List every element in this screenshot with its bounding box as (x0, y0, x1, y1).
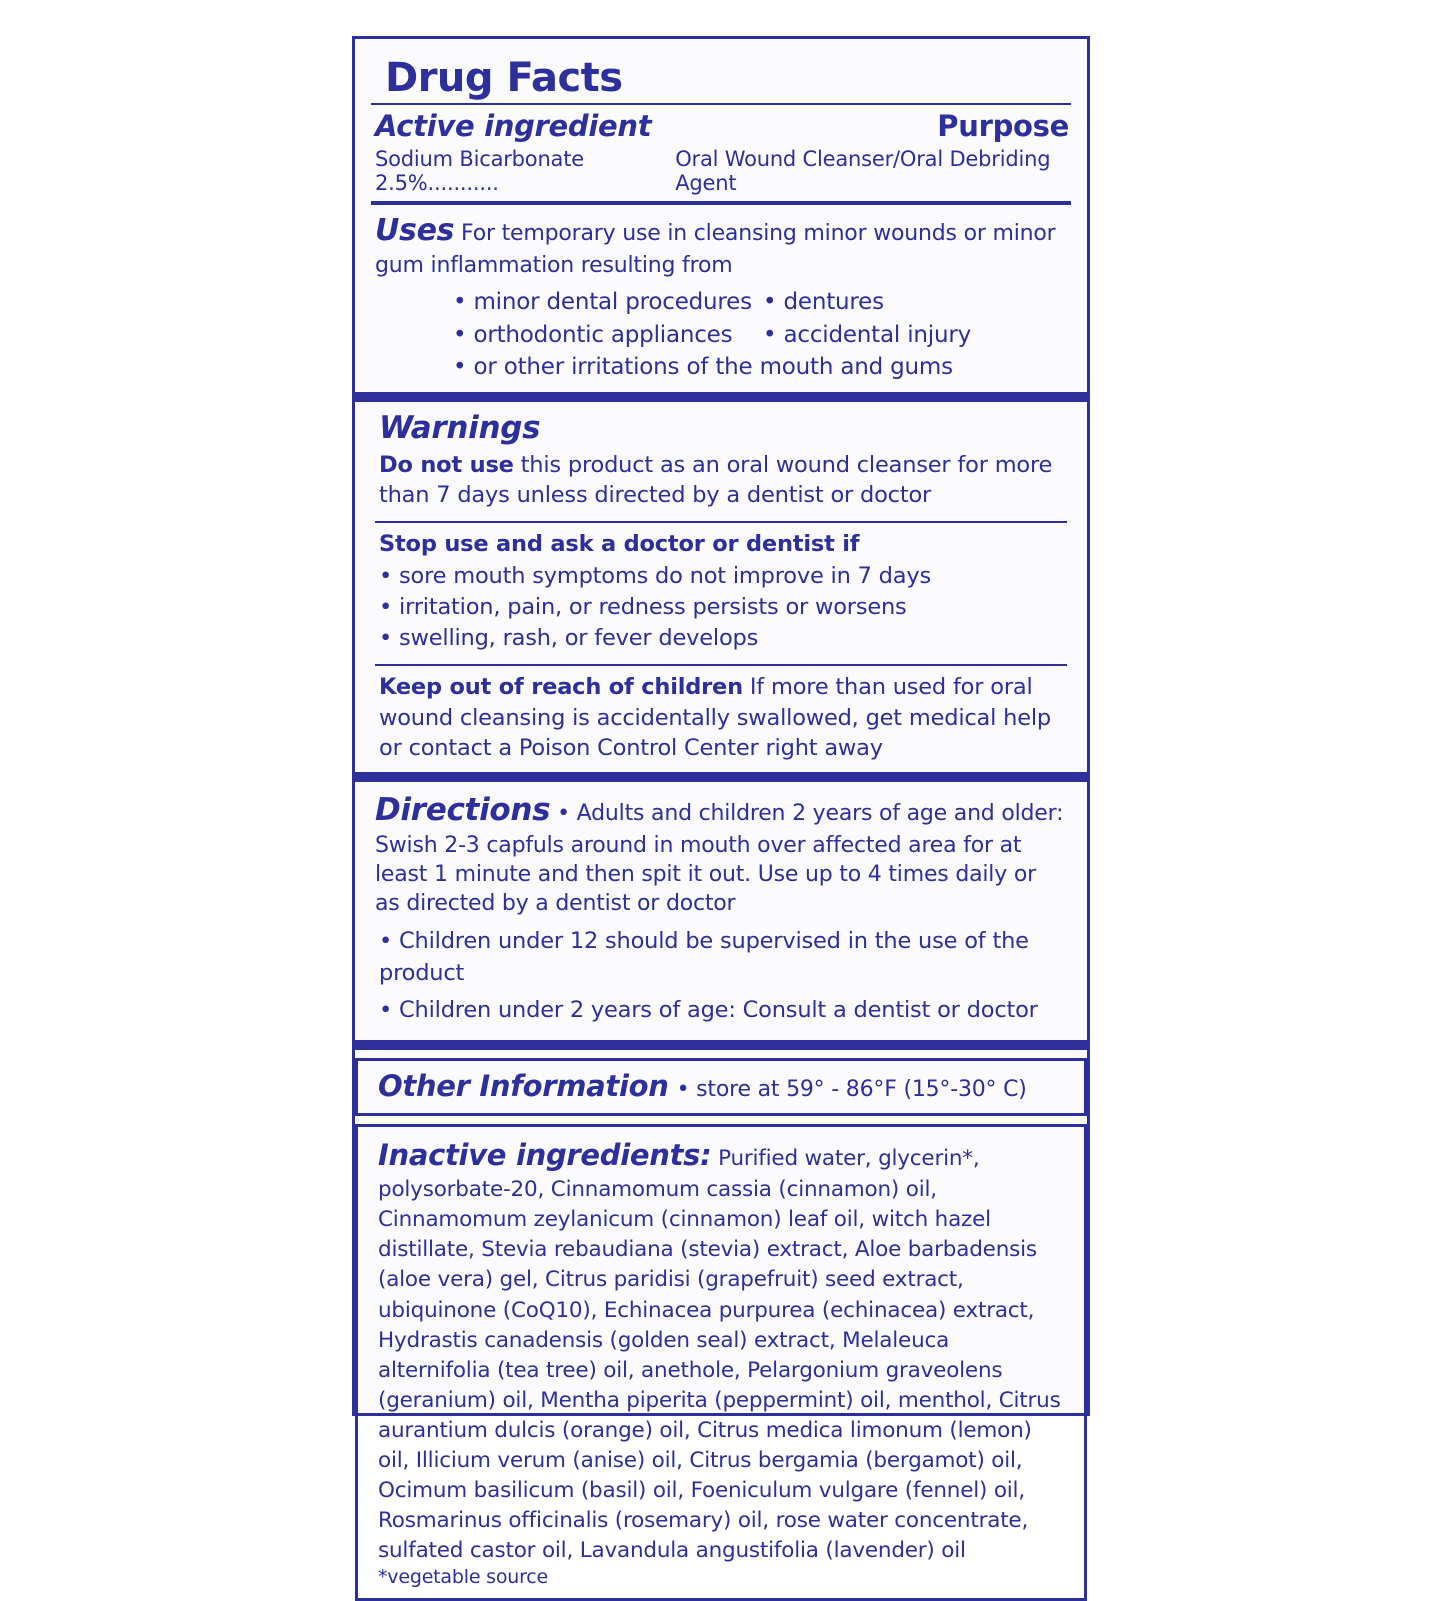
divider-after-active (371, 201, 1071, 205)
divider-keep-out (375, 664, 1067, 666)
divider-stop-use (375, 521, 1067, 523)
purpose-heading: Purpose (937, 109, 1069, 143)
other-information-heading: Other Information (378, 1068, 669, 1103)
active-ingredient-heading: Active ingredient (375, 109, 652, 143)
do-not-use-text: this product as an oral wound cleanser for more than 7 days unless directed by a dentist or doctor (379, 452, 1053, 509)
vegetable-source-note: *vegetable source (378, 1566, 549, 1589)
directions-section (375, 790, 1067, 1026)
directions-intro: • Adults and children 2 years of age and older: Swish 2-3 capfuls around in mouth over affected area for at least 1 minute and then spit it out. Use up to 4 times daily or as directed by a dentist or doctor (375, 800, 1064, 917)
inactive-ingredients-heading: Inactive ingredients: (378, 1137, 712, 1172)
directions-heading: Directions (375, 791, 551, 828)
uses-heading: Uses (375, 213, 455, 248)
uses-text: For temporary use in cleansing minor wounds or minor gum inflammation resulting from (375, 221, 1056, 278)
spacer (371, 1116, 1071, 1124)
directions-bullet-0: • Children under 12 should be supervised in the use of the product (379, 928, 1029, 986)
page-title: Drug Facts (385, 55, 623, 101)
uses-bullet-4: • or other irritations of the mouth and gums (453, 354, 953, 381)
inactive-ingredients-text: Purified water, glycerin*, polysorbate-20, Cinnamomum cassia (cinnamon) oil, Cinnamomum zeylanicum (cinnamon) leaf oil, witch hazel distillate, Stevia rebaudiana (stevia) extract, Aloe barbadensis (aloe vera) gel, Citrus paridisi (grapefruit) seed extract, ubiquinone (CoQ10), Echinacea purpurea (echinacea) extract, Hydrastis canadensis (golden seal) extract, Melaleuca alternifolia (tea tree) oil, anethole, Pelargonium graveolens (geranium) oil, Mentha piperita (peppermint) oil, menthol, Citrus aurantium dulcis (orange) oil, Citrus medica limonum (lemon) oil, Illicium verum (anise) oil, Citrus bergamia (bergamot) oil, Ocimum basilicum (basil) oil, Foeniculum vulgare (fennel) oil, Rosmarinus officinalis (rosemary) oil, rose water concentrate, sulfated castor oil, Lavandula angustifolia (lavender) oil (378, 1145, 1061, 1564)
divider-before-other (355, 1040, 1087, 1050)
warnings-section (375, 410, 1067, 763)
drug-facts-panel (352, 36, 1090, 1589)
active-ingredient-name: Sodium Bicarbonate 2.5%........... (375, 147, 584, 195)
directions-bullets (379, 926, 1063, 1025)
uses-bullet-1: • dentures (763, 289, 884, 316)
divider-title (371, 103, 1071, 105)
inactive-ingredients-section (355, 1124, 1087, 1601)
divider-before-directions (355, 772, 1087, 782)
active-ingredient-purpose: Oral Wound Cleanser/Oral Debriding Agent (675, 147, 1051, 195)
stop-use-bullet-2: • swelling, rash, or fever develops (379, 625, 759, 652)
uses-bullet-3: • accidental injury (763, 321, 971, 348)
stop-use-heading: Stop use and ask a doctor or dentist if (379, 530, 860, 557)
uses-bullet-0: • minor dental procedures (453, 289, 752, 316)
stop-use-bullets (379, 561, 1063, 654)
other-information-text: • store at 59° - 86°F (15°-30° C) (676, 1076, 1027, 1102)
other-information-section (355, 1058, 1087, 1116)
stop-use-bullet-0: • sore mouth symptoms do not improve in 7 days (379, 563, 931, 590)
uses-bullets (453, 286, 1067, 384)
warnings-heading: Warnings (379, 410, 541, 447)
keep-out-label: Keep out of reach of children (379, 674, 743, 701)
active-ingredient-header-row (375, 109, 1069, 143)
do-not-use-block (379, 450, 1063, 511)
uses-section (375, 211, 1067, 384)
stop-use-bullet-1: • irritation, pain, or redness persists or worsens (379, 594, 907, 621)
active-ingredient-row (375, 147, 1067, 195)
keep-out-block (379, 672, 1063, 763)
do-not-use-label: Do not use (379, 452, 514, 479)
keep-out-text: If more than used for oral wound cleansing is accidentally swallowed, get medical help or contact a Poison Control Center right away (379, 674, 1051, 762)
divider-before-warnings (355, 392, 1087, 402)
uses-bullet-2: • orthodontic appliances (453, 321, 733, 348)
directions-bullet-1: • Children under 2 years of age: Consult a dentist or doctor (379, 996, 1038, 1023)
